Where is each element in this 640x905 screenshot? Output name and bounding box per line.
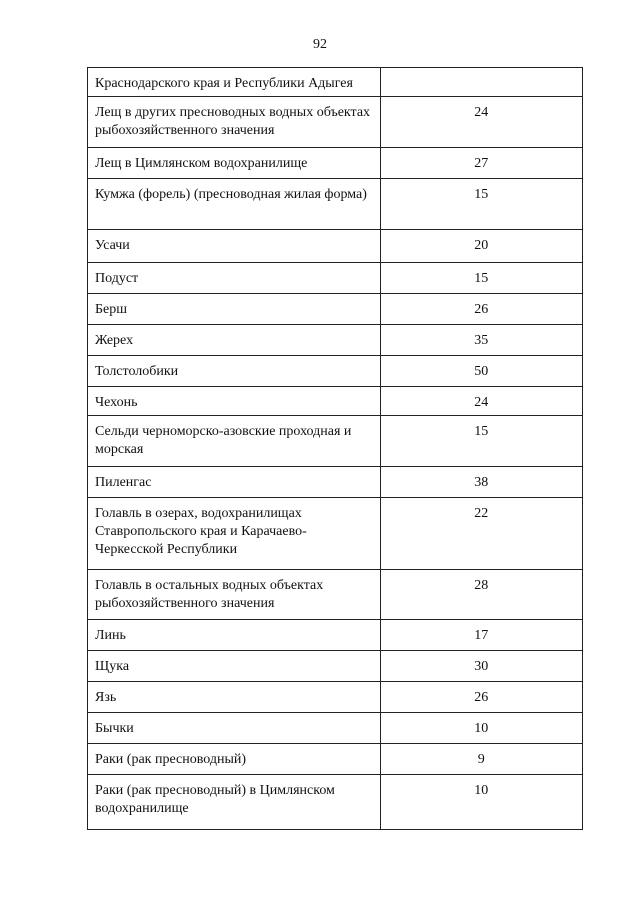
- table-row: [88, 68, 583, 97]
- table-row: [88, 620, 583, 651]
- species-value: 27: [380, 148, 582, 179]
- species-name: Раки (рак пресноводный) в Цимлянском водохранилище: [88, 775, 381, 830]
- table-row: [88, 713, 583, 744]
- table-row: [88, 263, 583, 294]
- species-value: 38: [380, 467, 582, 498]
- table-row: [88, 356, 583, 387]
- species-value: 9: [380, 744, 582, 775]
- species-name: Лещ в других пресноводных водных объектах рыбохозяйственного значения: [88, 97, 381, 148]
- species-value: 15: [380, 416, 582, 467]
- species-name: Сельди черноморско-азовские проходная и морская: [88, 416, 381, 467]
- species-name: Язь: [88, 682, 381, 713]
- species-value: 10: [380, 713, 582, 744]
- species-name: Пиленгас: [88, 467, 381, 498]
- species-value: 15: [380, 179, 582, 230]
- species-value: 22: [380, 498, 582, 570]
- species-name: Голавль в остальных водных объектах рыбохозяйственного значения: [88, 570, 381, 620]
- species-name: Бычки: [88, 713, 381, 744]
- table-row: [88, 498, 583, 570]
- species-value: 20: [380, 230, 582, 263]
- species-name: Усачи: [88, 230, 381, 263]
- table-row: [88, 651, 583, 682]
- species-name: Подуст: [88, 263, 381, 294]
- species-value: 26: [380, 294, 582, 325]
- species-name: Голавль в озерах, водохранилищах Ставропольского края и Карачаево-Черкесской Республики: [88, 498, 381, 570]
- table-row: [88, 230, 583, 263]
- species-name: Жерех: [88, 325, 381, 356]
- species-table: [87, 67, 583, 830]
- species-value: 10: [380, 775, 582, 830]
- table-row: [88, 467, 583, 498]
- species-value: [380, 68, 582, 97]
- table-row: [88, 744, 583, 775]
- species-value: 30: [380, 651, 582, 682]
- species-name: Берш: [88, 294, 381, 325]
- species-value: 17: [380, 620, 582, 651]
- table-row: [88, 570, 583, 620]
- species-name: Щука: [88, 651, 381, 682]
- table-row: [88, 325, 583, 356]
- species-value: 28: [380, 570, 582, 620]
- table-row: [88, 387, 583, 416]
- species-value: 50: [380, 356, 582, 387]
- table-row: [88, 682, 583, 713]
- species-name: Линь: [88, 620, 381, 651]
- table-row: [88, 416, 583, 467]
- species-name: Раки (рак пресноводный): [88, 744, 381, 775]
- species-value: 24: [380, 97, 582, 148]
- table-row: [88, 179, 583, 230]
- table-row: [88, 148, 583, 179]
- table-row: [88, 775, 583, 830]
- species-name: Кумжа (форель) (пресноводная жилая форма): [88, 179, 381, 230]
- species-value: 24: [380, 387, 582, 416]
- species-name: Краснодарского края и Республики Адыгея: [88, 68, 381, 97]
- table-row: [88, 97, 583, 148]
- species-name: Чехонь: [88, 387, 381, 416]
- species-value: 15: [380, 263, 582, 294]
- species-name: Лещ в Цимлянском водохранилище: [88, 148, 381, 179]
- page-number: 92: [313, 37, 327, 52]
- species-value: 35: [380, 325, 582, 356]
- species-value: 26: [380, 682, 582, 713]
- table-row: [88, 294, 583, 325]
- species-name: Толстолобики: [88, 356, 381, 387]
